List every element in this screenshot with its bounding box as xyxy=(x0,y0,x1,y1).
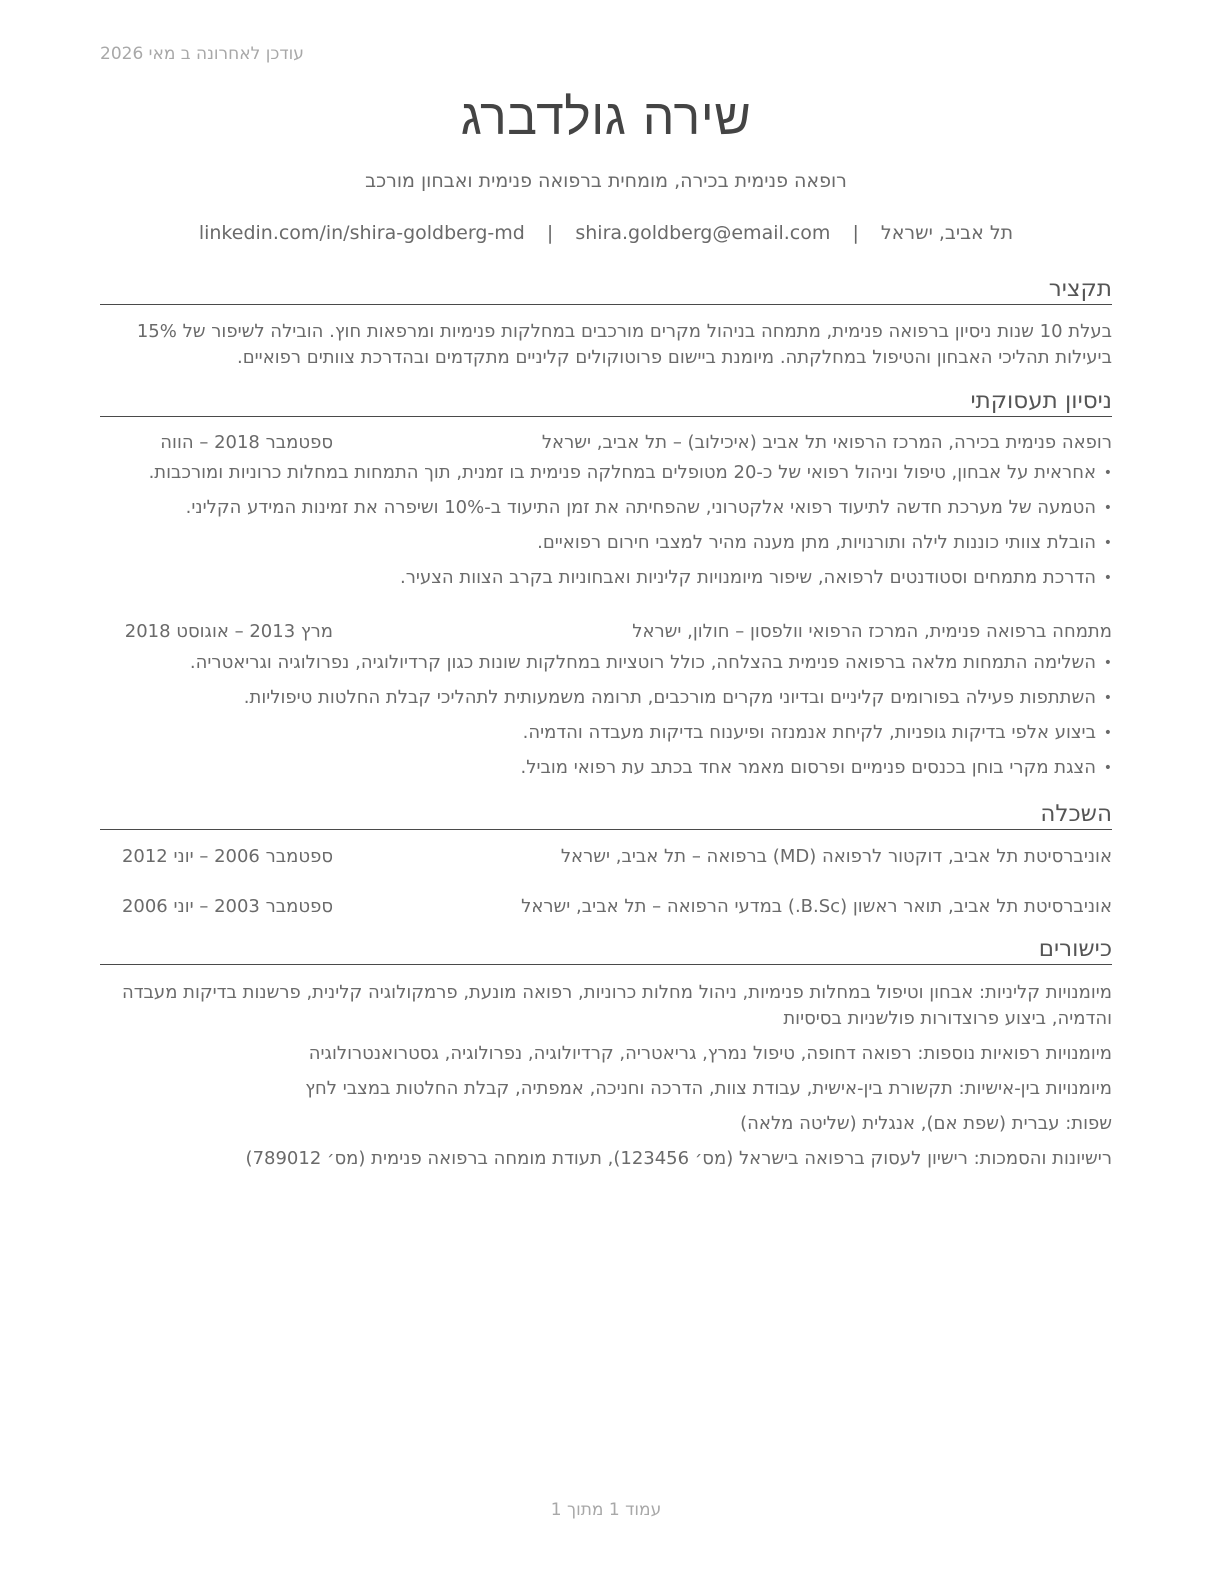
candidate-headline: רופאה פנימית בכירה, מומחית ברפואה פנימית ואבחון מורכב xyxy=(365,170,847,192)
last-updated-note: עודכן לאחרונה ב מאי 2026 xyxy=(100,44,304,64)
resume-page xyxy=(100,0,1112,1584)
education-degree: אוניברסיטת תל אביב, דוקטור לרפואה (MD) ברפואה – תל אביב, ישראל xyxy=(560,846,1112,867)
job-bullets xyxy=(100,650,1112,790)
experience-heading: ניסיון תעסוקתי xyxy=(100,386,1112,417)
education-dates: ספטמבר 2006 – יוני 2012 xyxy=(121,846,333,867)
contact-email-link[interactable]: shira.goldberg@email.com xyxy=(575,222,831,244)
job-dates: מרץ 2013 – אוגוסט 2018 xyxy=(124,621,333,642)
job-bullet: • ביצוע אלפי בדיקות גופניות, לקיחת אנמנזה ופיענוח בדיקות מעבדה והדמיה. xyxy=(100,720,1112,755)
summary-heading: תקציר xyxy=(100,274,1112,305)
education-dates: ספטמבר 2003 – יוני 2006 xyxy=(121,896,333,917)
job-bullet: • הובלת צוותי כוננות לילה ותורנויות, מתן מענה מהיר למצבי חירום רפואיים. xyxy=(100,530,1112,565)
contact-separator: | xyxy=(546,222,554,244)
education-entry xyxy=(100,894,1112,920)
job-role: מתמחה ברפואה פנימית, המרכז הרפואי וולפסון – חולון, ישראל xyxy=(632,621,1112,642)
skill-item: שפות: עברית (שפת אם), אנגלית (שליטה מלאה) xyxy=(740,1113,1112,1134)
contact-linkedin-link[interactable]: linkedin.com/in/shira-goldberg-md xyxy=(198,222,525,244)
job-bullet: • הצגת מקרי בוחן בכנסים פנימיים ופרסום מאמר אחד בכתב עת רפואי מוביל. xyxy=(100,755,1112,790)
job-role: רופאה פנימית בכירה, המרכז הרפואי תל אביב (איכילוב) – תל אביב, ישראל xyxy=(541,432,1112,453)
contact-separator: | xyxy=(852,222,859,244)
job-bullet: • הדרכת מתמחים וסטודנטים לרפואה, שיפור מיומנויות קליניות ואבחוניות בקרב הצוות הצעיר. xyxy=(100,565,1112,600)
contact-line xyxy=(100,222,1112,244)
contact-location: תל אביב, ישראל xyxy=(880,222,1014,244)
job-entry-header xyxy=(100,430,1112,456)
skill-item: מיומנויות רפואיות נוספות: רפואה דחופה, טיפול נמרץ, גריאטריה, קרדיולוגיה, נפרולוגיה, גסטרואנטרולוגיה xyxy=(308,1043,1112,1064)
summary-text: בעלת 10 שנות ניסיון ברפואה פנימית, מתמחה בניהול מקרים מורכבים במחלקות פנימיות ומרפאות חוץ. הובילה לשיפור של 15% ביעילות תהליכי האבחון והטיפול במחלקתה. מיומנת ביישום פרוטוקולים קליניים מתקדמים ובהדרכת צוותים רפואיים. xyxy=(136,321,1112,368)
job-bullet: • השלימה התמחות מלאה ברפואה פנימית בהצלחה, כולל רוטציות במחלקות שונות כגון קרדיולוגיה, נפרולוגיה וגריאטריה. xyxy=(100,650,1112,685)
job-dates: ספטמבר 2018 – הווה xyxy=(160,432,333,453)
skill-item: מיומנויות קליניות: אבחון וטיפול במחלות פנימיות, ניהול מחלות כרוניות, רפואה מונעת, פרמקולוגיה קלינית, פרשנות בדיקות מעבדה והדמיה, ביצוע פרוצדורות פולשניות בסיסיות xyxy=(121,982,1112,1029)
skill-item: מיומנויות בין-אישיות: תקשורת בין-אישית, עבודת צוות, הדרכה וחניכה, אמפתיה, קבלת החלטות במצבי לחץ xyxy=(305,1078,1112,1099)
job-bullet: • השתתפות פעילה בפורומים קליניים ובדיוני מקרים מורכבים, תרומה משמעותית לתהליכי קבלת החלטות טיפוליות. xyxy=(100,685,1112,720)
job-bullet: • אחראית על אבחון, טיפול וניהול רפואי של כ-20 מטופלים במחלקה פנימית בו זמנית, תוך התמחות במחלות כרוניות ומורכבות. xyxy=(100,460,1112,495)
job-entry-header xyxy=(100,619,1112,645)
job-bullets xyxy=(100,460,1112,600)
education-entry xyxy=(100,844,1112,870)
job-bullet: • הטמעה של מערכת חדשה לתיעוד רפואי אלקטרוני, שהפחיתה את זמן התיעוד ב-10% ושיפרה את זמינות המידע הקליני. xyxy=(100,495,1112,530)
page-number-footer: עמוד 1 מתוך 1 xyxy=(550,1500,662,1520)
education-degree: אוניברסיטת תל אביב, תואר ראשון (B.Sc.) במדעי הרפואה – תל אביב, ישראל xyxy=(521,896,1112,917)
education-heading: השכלה xyxy=(100,799,1112,830)
candidate-name: שירה גולדברג xyxy=(460,88,752,146)
skills-list xyxy=(100,980,1112,1181)
skills-heading: כישורים xyxy=(100,934,1112,965)
skill-item: רישיונות והסמכות: רישיון לעסוק ברפואה בישראל (מס׳ 123456), תעודת מומחה ברפואה פנימית (מס׳ 789012) xyxy=(245,1148,1112,1169)
